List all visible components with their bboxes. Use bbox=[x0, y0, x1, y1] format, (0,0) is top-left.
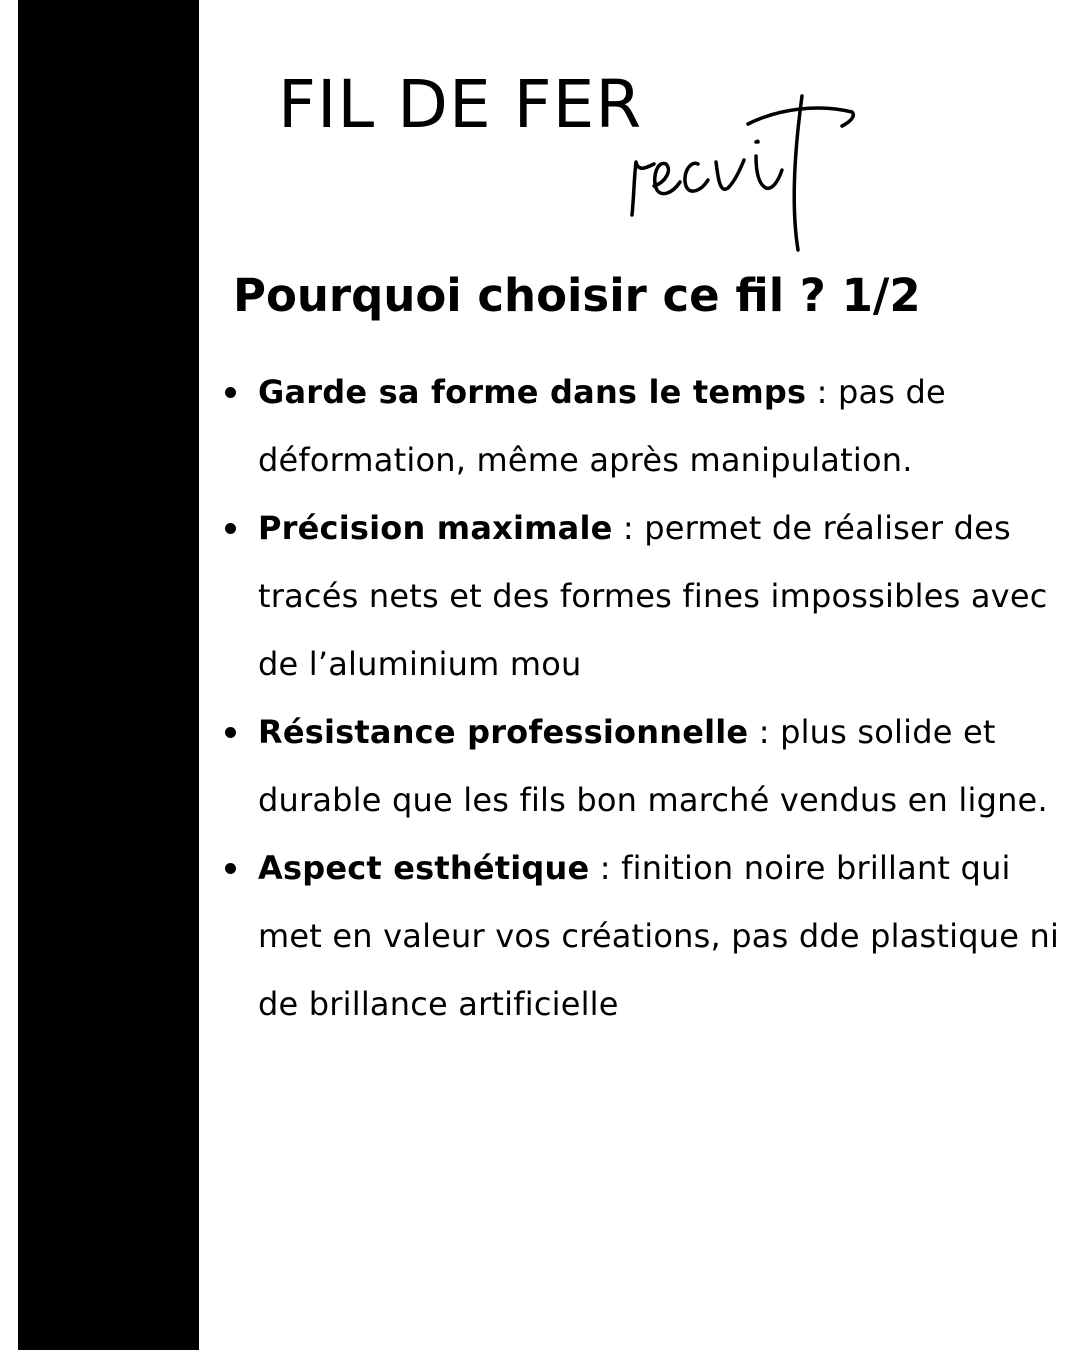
brand-title: FIL DE FER bbox=[278, 66, 643, 143]
brand-script-word-recuit bbox=[620, 90, 860, 260]
feature-item-shape-retention bbox=[258, 358, 1073, 494]
feature-item-resistance bbox=[258, 698, 1073, 834]
feature-term: Garde sa forme dans le temps bbox=[258, 373, 807, 411]
feature-term: Précision maximale bbox=[258, 509, 613, 547]
feature-list bbox=[258, 358, 1073, 1038]
feature-item-precision bbox=[258, 494, 1073, 698]
section-heading: Pourquoi choisir ce fil ? 1/2 bbox=[233, 269, 921, 322]
feature-item-aesthetic bbox=[258, 834, 1073, 1038]
feature-description: : permet de réaliser des tracés nets et des formes fines impossibles avec de l’aluminium mou bbox=[258, 509, 1048, 683]
feature-description: : finition noire brillant qui met en valeur vos créations, pas dde plastique ni de brillance artificielle bbox=[258, 849, 1060, 1023]
feature-description: : pas de déformation, même après manipulation. bbox=[258, 373, 946, 479]
feature-description: : plus solide et durable que les fils bon marché vendus en ligne. bbox=[258, 713, 1048, 819]
feature-term: Résistance professionnelle bbox=[258, 713, 749, 751]
left-black-bar bbox=[18, 0, 199, 1350]
feature-term: Aspect esthétique bbox=[258, 849, 590, 887]
